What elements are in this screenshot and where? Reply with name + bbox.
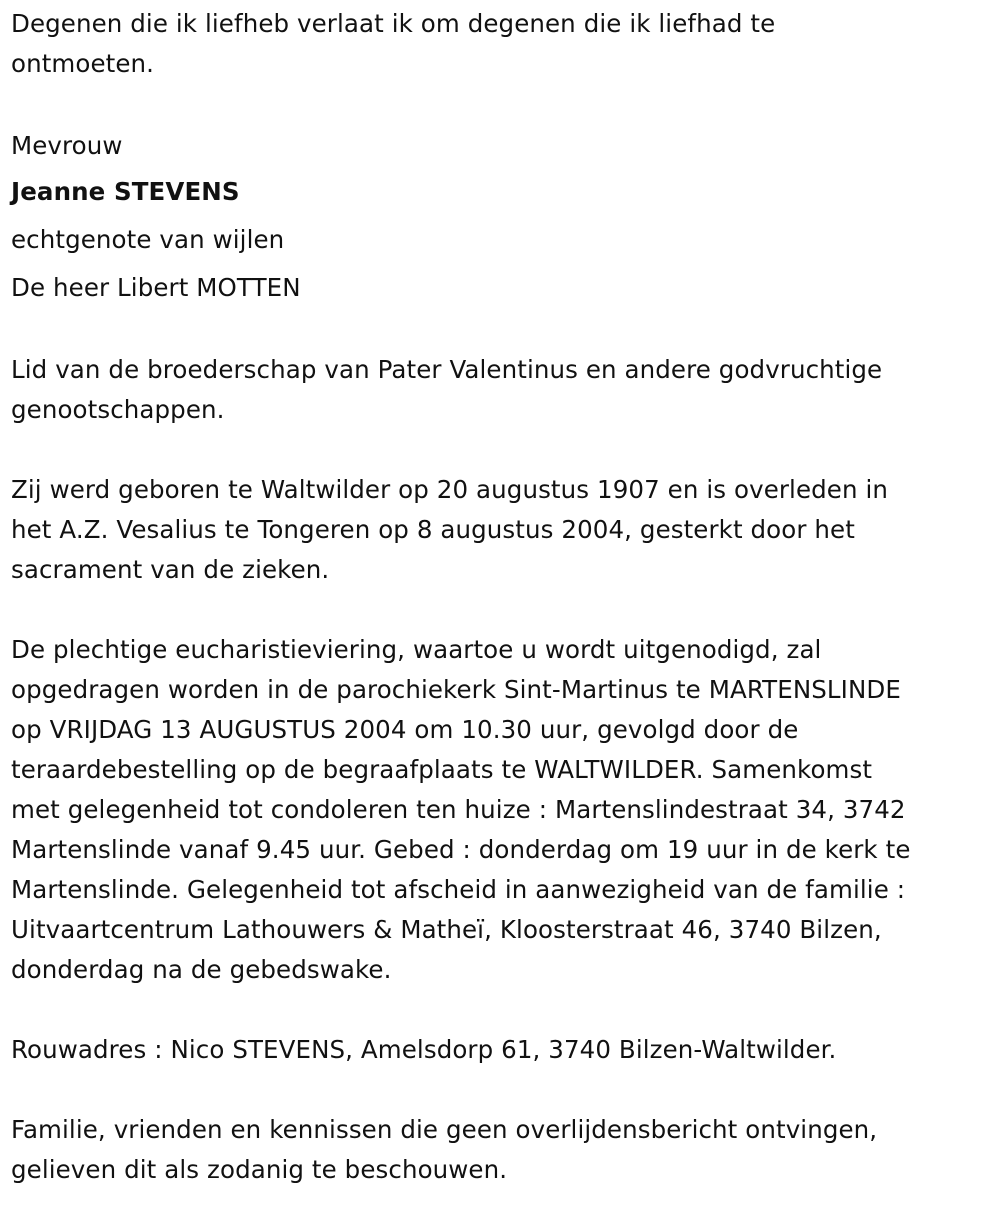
membership: Lid van de broederschap van Pater Valentinus en andere godvruchtige genootschappen. (11, 355, 883, 424)
spacer (11, 84, 991, 124)
mourning-address: Rouwadres : Nico STEVENS, Amelsdorp 61, 3740 Bilzen-Waltwilder. (11, 1035, 837, 1064)
spacer (11, 990, 991, 1030)
ceremony-details: De plechtige eucharistieviering, waartoe u wordt uitgenodigd, zal opgedragen worden in de parochiekerk Sint-Martinus te MARTENSLINDE op VRIJDAG 13 AUGUSTUS 2004 om 10.30 uur, gevolgd door de teraardebestelling op de begraafplaats te WALTWILDER. Samenkomst met gelegenheid tot condoleren ten huize : Martenslindestraat 34, 3742 Martenslinde vanaf 9.45 uur. Gebed : donderdag om 19 uur in de kerk te Martenslinde. Gelegenheid tot afscheid in aanwezigheid van de familie : Uitvaartcentrum Lathouwers & Matheï, Kloosterstraat 46, 3740 Bilzen, donderdag na de gebedswake. (11, 635, 911, 984)
deceased-name: Jeanne STEVENS (11, 177, 240, 206)
spouse-intro: echtgenote van wijlen (11, 225, 285, 254)
spacer (11, 590, 991, 630)
spacer (11, 1070, 991, 1110)
closing-note: Familie, vrienden en kennissen die geen overlijdensbericht ontvingen, gelieven dit als zodanig te beschouwen. (11, 1115, 878, 1184)
spacer (11, 430, 991, 470)
life-details: Zij werd geboren te Waltwilder op 20 augustus 1907 en is overleden in het A.Z. Vesalius te Tongeren op 8 augustus 2004, gesterkt door het sacrament van de zieken. (11, 475, 888, 584)
spacer (11, 312, 991, 350)
obituary-notice (11, 4, 991, 1190)
motto: Degenen die ik liefheb verlaat ik om degenen die ik liefhad te ontmoeten. (11, 9, 776, 78)
spouse-name: De heer Libert MOTTEN (11, 273, 301, 302)
title-prefix: Mevrouw (11, 131, 123, 160)
